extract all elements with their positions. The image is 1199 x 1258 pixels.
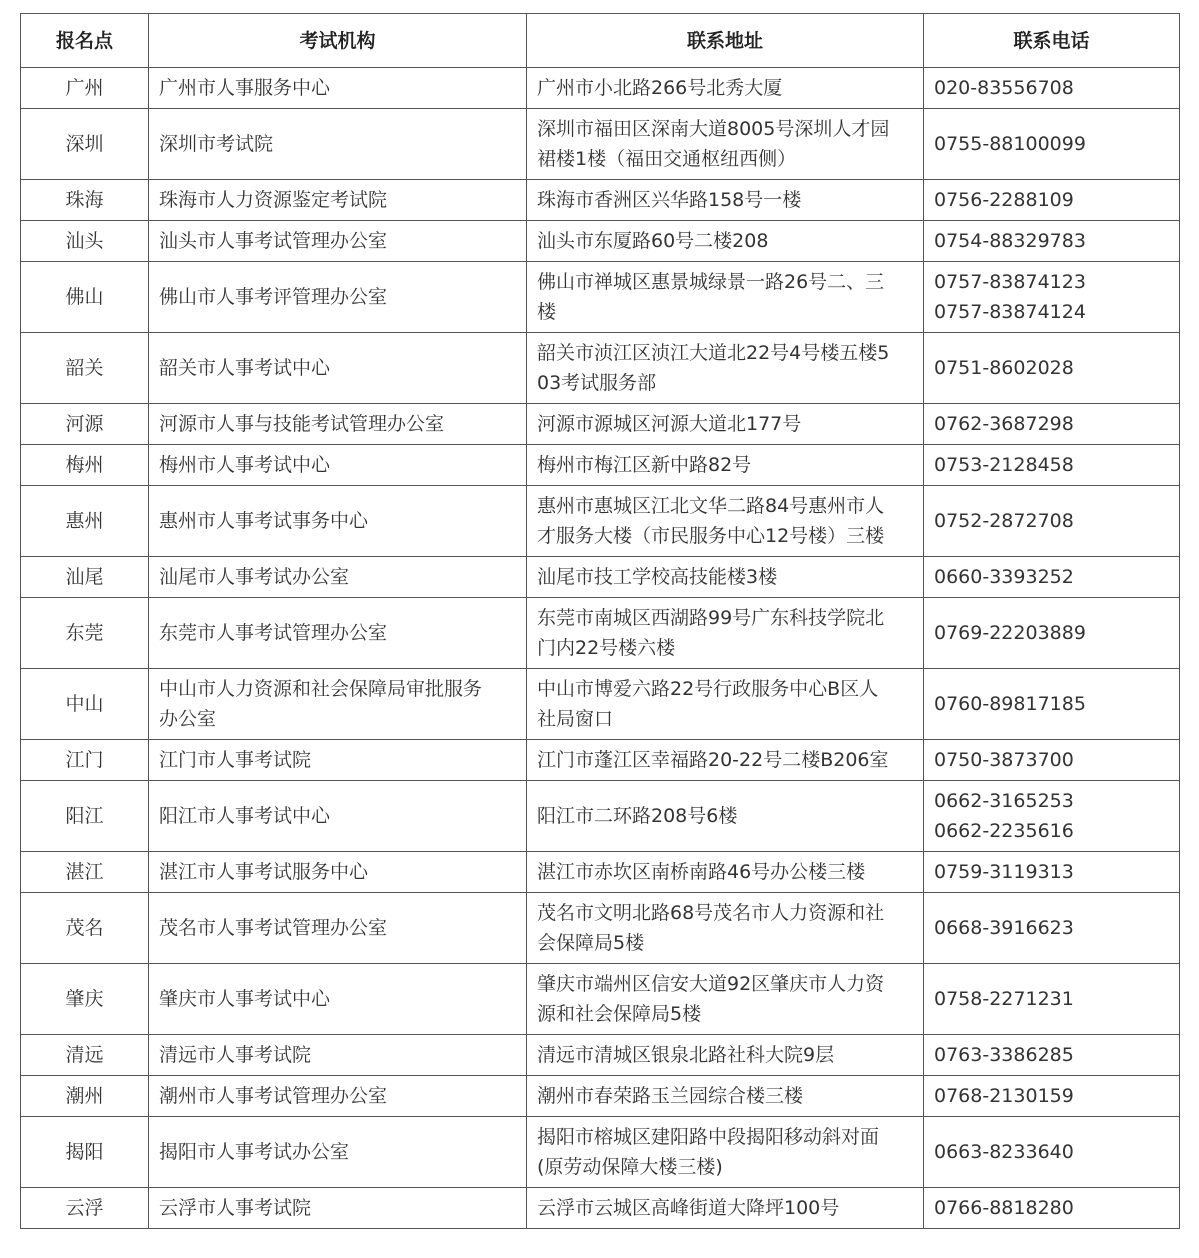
- cell-site: 梅州: [21, 445, 149, 486]
- table-row: [21, 964, 1180, 1035]
- cell-address-line: 广州市小北路266号北秀大厦: [537, 77, 783, 99]
- cell-phone: [924, 180, 1180, 221]
- cell-address-line: 门内22号楼六楼: [537, 637, 676, 659]
- cell-organization-line: 惠州市人事考试事务中心: [159, 510, 369, 532]
- cell-phone: [924, 893, 1180, 964]
- cell-site: 清远: [21, 1035, 149, 1076]
- table-header-row: [21, 14, 1180, 68]
- cell-phone-line: 0752-2872708: [934, 510, 1074, 532]
- table-row: [21, 852, 1180, 893]
- cell-phone-line: 0662-3165253: [934, 790, 1074, 812]
- cell-organization: [149, 1117, 527, 1188]
- cell-organization: [149, 740, 527, 781]
- cell-address-line: 肇庆市端州区信安大道92区肇庆市人力资: [537, 973, 885, 995]
- cell-organization-line: 清远市人事考试院: [159, 1044, 312, 1066]
- cell-phone-line: 0757-83874124: [934, 301, 1086, 323]
- cell-site: 潮州: [21, 1076, 149, 1117]
- header-address: 联系地址: [527, 14, 924, 68]
- cell-address-line: 楼: [537, 301, 557, 323]
- cell-organization: [149, 445, 527, 486]
- cell-phone-line: 020-83556708: [934, 77, 1074, 99]
- cell-organization: [149, 221, 527, 262]
- cell-address: [527, 68, 924, 109]
- cell-site: 中山: [21, 669, 149, 740]
- cell-organization-line: 汕尾市人事考试办公室: [159, 566, 350, 588]
- cell-phone-line: 0756-2288109: [934, 189, 1074, 211]
- cell-site: 阳江: [21, 781, 149, 852]
- cell-phone-line: 0760-89817185: [934, 693, 1086, 715]
- cell-address: [527, 598, 924, 669]
- cell-address-line: 湛江市赤坎区南桥南路46号办公楼三楼: [537, 861, 866, 883]
- cell-phone-line: 0751-8602028: [934, 357, 1074, 379]
- cell-organization: [149, 964, 527, 1035]
- table-row: [21, 893, 1180, 964]
- cell-address: [527, 221, 924, 262]
- cell-address-line: 汕头市东厦路60号二楼208: [537, 230, 769, 252]
- cell-organization: [149, 262, 527, 333]
- cell-address: [527, 1188, 924, 1229]
- cell-organization-line: 茂名市人事考试管理办公室: [159, 917, 388, 939]
- cell-site: 茂名: [21, 893, 149, 964]
- cell-address-line: 03考试服务部: [537, 372, 657, 394]
- table-row: [21, 486, 1180, 557]
- cell-phone: [924, 1117, 1180, 1188]
- cell-site: 汕尾: [21, 557, 149, 598]
- cell-phone: [924, 852, 1180, 893]
- contact-table-container: [20, 13, 1180, 1229]
- cell-organization-line: 广州市人事服务中心: [159, 77, 331, 99]
- table-row: [21, 740, 1180, 781]
- header-site: 报名点: [21, 14, 149, 68]
- cell-organization: [149, 557, 527, 598]
- cell-phone-line: 0769-22203889: [934, 622, 1086, 644]
- cell-address: [527, 740, 924, 781]
- cell-phone: [924, 404, 1180, 445]
- cell-address-line: 河源市源城区河源大道北177号: [537, 413, 802, 435]
- cell-site: 佛山: [21, 262, 149, 333]
- table-row: [21, 1076, 1180, 1117]
- cell-address-line: 揭阳市榕城区建阳路中段揭阳移动斜对面: [537, 1126, 880, 1148]
- cell-phone-line: 0663-8233640: [934, 1141, 1074, 1163]
- cell-phone: [924, 486, 1180, 557]
- cell-organization: [149, 486, 527, 557]
- cell-address-line: 梅州市梅江区新中路82号: [537, 454, 752, 476]
- cell-phone-line: 0753-2128458: [934, 454, 1074, 476]
- table-row: [21, 1188, 1180, 1229]
- cell-address: [527, 964, 924, 1035]
- cell-organization-line: 阳江市人事考试中心: [159, 805, 331, 827]
- cell-phone-line: 0766-8818280: [934, 1197, 1074, 1219]
- cell-phone: [924, 781, 1180, 852]
- cell-phone-line: 0755-88100099: [934, 133, 1086, 155]
- cell-organization-line: 潮州市人事考试管理办公室: [159, 1085, 388, 1107]
- table-row: [21, 1117, 1180, 1188]
- cell-organization-line: 湛江市人事考试服务中心: [159, 861, 369, 883]
- cell-address-line: 潮州市春荣路玉兰园综合楼三楼: [537, 1085, 804, 1107]
- table-row: [21, 669, 1180, 740]
- cell-address-line: 会保障局5楼: [537, 932, 645, 954]
- cell-site: 惠州: [21, 486, 149, 557]
- cell-phone: [924, 1035, 1180, 1076]
- cell-address: [527, 669, 924, 740]
- cell-address: [527, 893, 924, 964]
- cell-site: 云浮: [21, 1188, 149, 1229]
- cell-organization: [149, 852, 527, 893]
- cell-organization-line: 韶关市人事考试中心: [159, 357, 331, 379]
- cell-phone-line: 0768-2130159: [934, 1085, 1074, 1107]
- cell-address-line: 云浮市云城区高峰街道大降坪100号: [537, 1197, 840, 1219]
- table-body: [21, 68, 1180, 1229]
- cell-address: [527, 1035, 924, 1076]
- cell-phone: [924, 221, 1180, 262]
- cell-phone: [924, 333, 1180, 404]
- cell-organization: [149, 68, 527, 109]
- cell-address-line: 中山市博爱六路22号行政服务中心B区人: [537, 678, 879, 700]
- cell-address-line: (原劳动保障大楼三楼): [537, 1156, 723, 1178]
- cell-phone: [924, 109, 1180, 180]
- cell-site: 江门: [21, 740, 149, 781]
- cell-address-line: 惠州市惠城区江北文华二路84号惠州市人: [537, 495, 885, 517]
- table-row: [21, 404, 1180, 445]
- exam-sites-table: [20, 13, 1180, 1229]
- cell-address-line: 汕尾市技工学校高技能楼3楼: [537, 566, 778, 588]
- cell-organization: [149, 333, 527, 404]
- cell-organization-line: 河源市人事与技能考试管理办公室: [159, 413, 445, 435]
- cell-phone-line: 0668-3916623: [934, 917, 1074, 939]
- cell-address-line: 韶关市浈江区浈江大道北22号4号楼五楼5: [537, 342, 890, 364]
- cell-site: 汕头: [21, 221, 149, 262]
- cell-site: 湛江: [21, 852, 149, 893]
- cell-organization-line: 东莞市人事考试管理办公室: [159, 622, 388, 644]
- cell-site: 韶关: [21, 333, 149, 404]
- cell-organization: [149, 1188, 527, 1229]
- cell-organization-line: 汕头市人事考试管理办公室: [159, 230, 388, 252]
- cell-address-line: 江门市蓬江区幸福路20-22号二楼B206室: [537, 749, 889, 771]
- cell-organization: [149, 781, 527, 852]
- cell-site: 东莞: [21, 598, 149, 669]
- cell-organization-line: 云浮市人事考试院: [159, 1197, 312, 1219]
- cell-address: [527, 852, 924, 893]
- cell-address: [527, 180, 924, 221]
- cell-organization: [149, 109, 527, 180]
- cell-site: 揭阳: [21, 1117, 149, 1188]
- cell-address: [527, 109, 924, 180]
- cell-phone: [924, 1076, 1180, 1117]
- cell-organization-line: 揭阳市人事考试办公室: [159, 1141, 350, 1163]
- cell-address: [527, 404, 924, 445]
- cell-site: 肇庆: [21, 964, 149, 1035]
- cell-site: 河源: [21, 404, 149, 445]
- cell-phone: [924, 68, 1180, 109]
- cell-organization: [149, 404, 527, 445]
- cell-address-line: 深圳市福田区深南大道8005号深圳人才园: [537, 118, 890, 140]
- cell-organization: [149, 180, 527, 221]
- cell-address: [527, 1076, 924, 1117]
- cell-phone-line: 0758-2271231: [934, 988, 1074, 1010]
- cell-address: [527, 262, 924, 333]
- cell-address: [527, 445, 924, 486]
- cell-address-line: 源和社会保障局5楼: [537, 1003, 702, 1025]
- cell-address: [527, 557, 924, 598]
- header-phone: 联系电话: [924, 14, 1180, 68]
- table-row: [21, 1035, 1180, 1076]
- cell-phone-line: 0763-3386285: [934, 1044, 1074, 1066]
- cell-phone: [924, 964, 1180, 1035]
- table-row: [21, 781, 1180, 852]
- cell-organization-line: 办公室: [159, 708, 217, 730]
- table-row: [21, 262, 1180, 333]
- cell-address: [527, 333, 924, 404]
- table-row: [21, 109, 1180, 180]
- cell-organization: [149, 1035, 527, 1076]
- table-row: [21, 180, 1180, 221]
- cell-organization-line: 梅州市人事考试中心: [159, 454, 331, 476]
- cell-phone-line: 0662-2235616: [934, 820, 1074, 842]
- cell-address-line: 社局窗口: [537, 708, 614, 730]
- cell-organization: [149, 893, 527, 964]
- cell-site: 深圳: [21, 109, 149, 180]
- cell-organization-line: 珠海市人力资源鉴定考试院: [159, 189, 388, 211]
- cell-organization-line: 江门市人事考试院: [159, 749, 312, 771]
- cell-address: [527, 1117, 924, 1188]
- cell-phone: [924, 1188, 1180, 1229]
- table-row: [21, 445, 1180, 486]
- cell-address-line: 清远市清城区银泉北路社科大院9层: [537, 1044, 835, 1066]
- cell-address: [527, 486, 924, 557]
- cell-phone-line: 0762-3687298: [934, 413, 1074, 435]
- cell-organization: [149, 598, 527, 669]
- cell-organization-line: 中山市人力资源和社会保障局审批服务: [159, 678, 483, 700]
- cell-address-line: 才服务大楼（市民服务中心12号楼）三楼: [537, 525, 885, 547]
- cell-address-line: 茂名市文明北路68号茂名市人力资源和社: [537, 902, 885, 924]
- cell-phone: [924, 445, 1180, 486]
- cell-address-line: 东莞市南城区西湖路99号广东科技学院北: [537, 607, 885, 629]
- cell-address: [527, 781, 924, 852]
- cell-address-line: 阳江市二环路208号6楼: [537, 805, 738, 827]
- header-organization: 考试机构: [149, 14, 527, 68]
- table-row: [21, 68, 1180, 109]
- cell-phone-line: 0754-88329783: [934, 230, 1086, 252]
- cell-phone-line: 0757-83874123: [934, 271, 1086, 293]
- cell-organization: [149, 1076, 527, 1117]
- cell-address-line: 佛山市禅城区惠景城绿景一路26号二、三: [537, 271, 885, 293]
- cell-organization: [149, 669, 527, 740]
- cell-organization-line: 深圳市考试院: [159, 133, 274, 155]
- table-row: [21, 598, 1180, 669]
- cell-phone-line: 0759-3119313: [934, 861, 1074, 883]
- cell-phone: [924, 557, 1180, 598]
- cell-phone-line: 0750-3873700: [934, 749, 1074, 771]
- cell-site: 珠海: [21, 180, 149, 221]
- cell-phone-line: 0660-3393252: [934, 566, 1074, 588]
- table-row: [21, 221, 1180, 262]
- cell-organization-line: 佛山市人事考评管理办公室: [159, 286, 388, 308]
- cell-phone: [924, 669, 1180, 740]
- table-row: [21, 557, 1180, 598]
- cell-address-line: 珠海市香洲区兴华路158号一楼: [537, 189, 802, 211]
- cell-organization-line: 肇庆市人事考试中心: [159, 988, 331, 1010]
- cell-phone: [924, 598, 1180, 669]
- cell-phone: [924, 262, 1180, 333]
- cell-phone: [924, 740, 1180, 781]
- cell-address-line: 裙楼1楼（福田交通枢纽西侧）: [537, 148, 797, 170]
- table-row: [21, 333, 1180, 404]
- cell-site: 广州: [21, 68, 149, 109]
